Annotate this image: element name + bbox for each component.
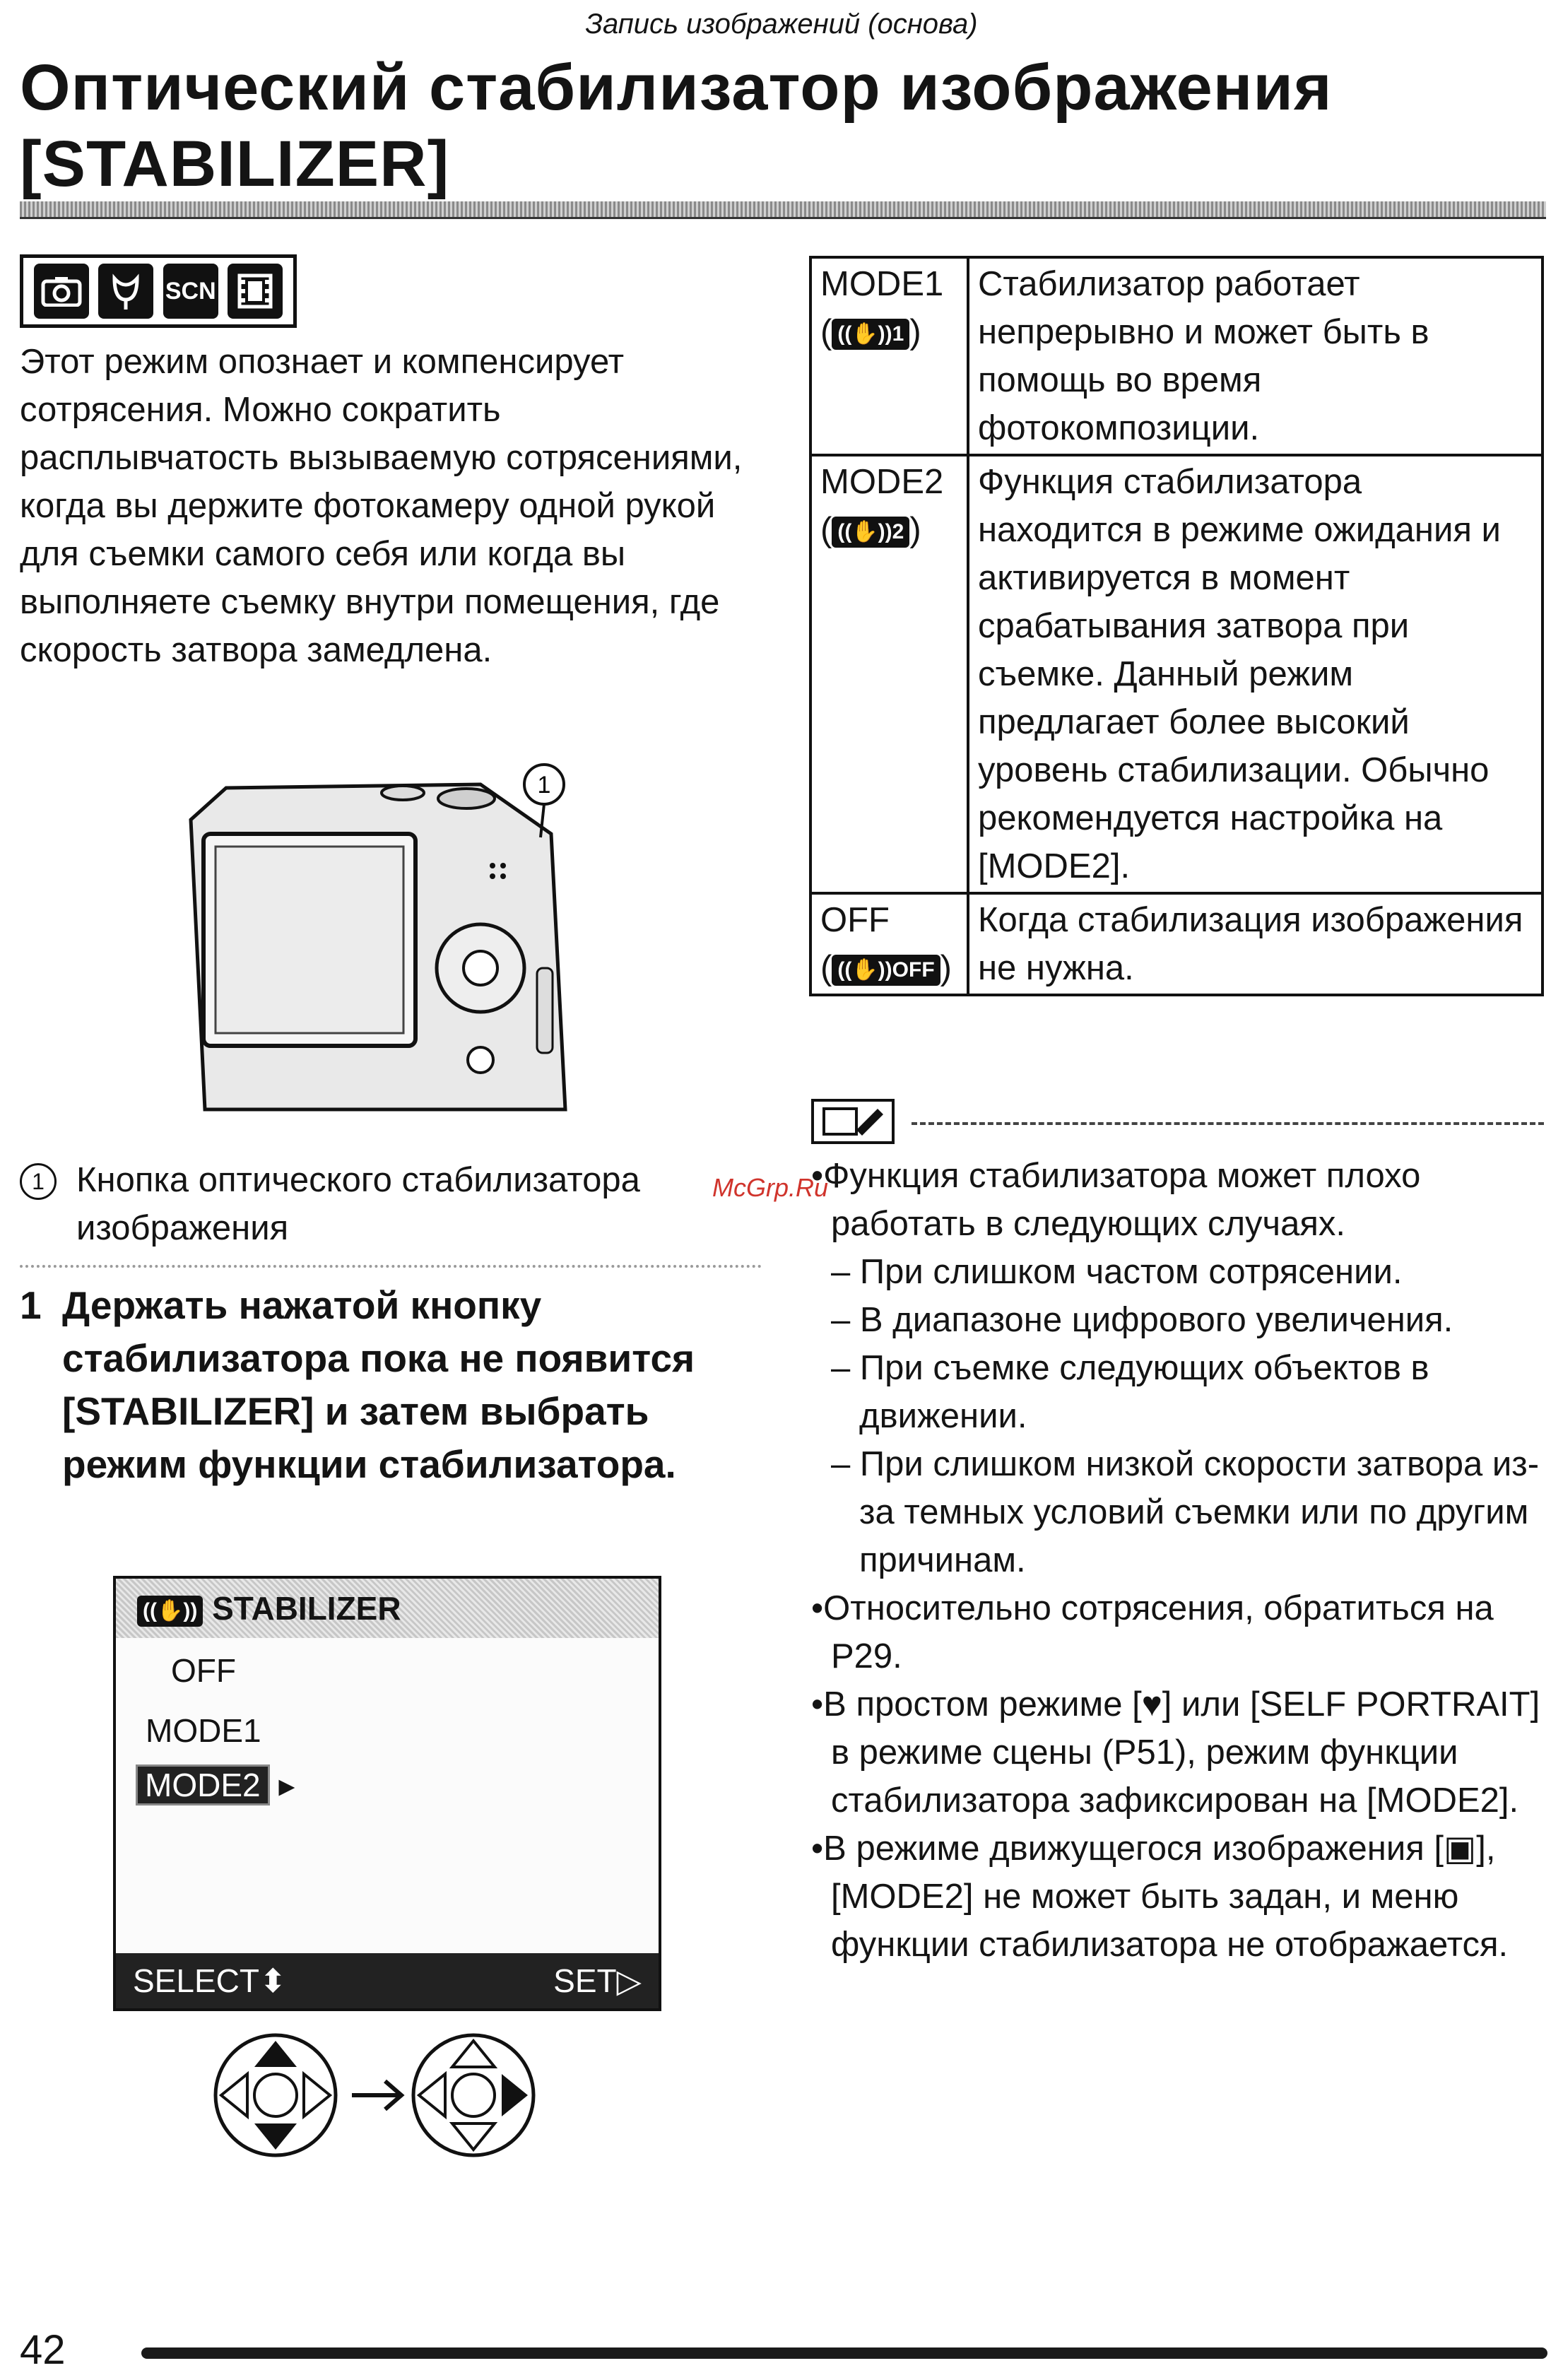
callout-number: 1: [20, 1163, 57, 1200]
scn-icon: [163, 264, 218, 319]
table-row: [810, 455, 1543, 893]
camera-illustration: [184, 756, 608, 1134]
step-text: Держать нажатой кнопку стабилизатора пока не появится [STABILIZER] и затем выбрать режим функции стабилизатора.: [62, 1283, 695, 1486]
dpad-right-icon: [413, 2035, 533, 2155]
bottom-rule: [141, 2347, 1547, 2359]
step-1: [20, 1279, 769, 1491]
stabilizer-hand-icon: ((✋)): [137, 1596, 203, 1627]
dpad-up-down-icon: [216, 2035, 336, 2155]
mode-table: [809, 256, 1544, 996]
page-title: [20, 49, 1333, 202]
right-triangle-icon: ▷: [616, 1962, 642, 1999]
intro-paragraph: Этот режим опознает и компенсирует сотрясения. Можно сократить расплывчатость вызываемую сотрясениями, когда вы держите фотокамеру одной рукой для съемки самого себя или когда вы выполняете съемку внутри помещения, где скорость затвора замедлена.: [20, 343, 743, 669]
note-subitem: – В диапазоне цифрового увеличения.: [831, 1301, 1453, 1339]
dpad-sequence: [212, 2028, 565, 2166]
right-arrow-icon: ▸: [278, 1767, 295, 1803]
scn-label: SCN: [165, 277, 216, 305]
lcd-header: [116, 1579, 659, 1638]
note-text-a: •В простом режиме [: [811, 1685, 1142, 1724]
callout-caption: [20, 1156, 769, 1252]
note-subitem: – При съемке следующих объектов в движении.: [831, 1349, 1429, 1435]
running-head: Запись изображений (основа): [585, 8, 978, 40]
note-text-b: ], [MODE2] не может быть задан, и меню функции стабилизатора не отображается.: [831, 1830, 1509, 1964]
lcd-item-mode1[interactable]: MODE1: [146, 1712, 261, 1749]
up-down-icon: ⬍: [259, 1962, 287, 1999]
note-item: •Относительно сотрясения, обратиться на P29.: [811, 1589, 1494, 1675]
note-text-a: •В режиме движущегося изображения [: [811, 1830, 1444, 1868]
page-number: 42: [20, 2327, 66, 2373]
lcd-menu-screen: [113, 1576, 661, 2011]
mode-key-cell: MODE1 ( ((✋))1 ): [810, 257, 968, 455]
film-icon: [228, 264, 283, 319]
mode-desc: Когда стабилизация изображения не нужна.: [968, 893, 1543, 995]
note-item: [811, 1680, 1553, 1825]
lcd-item-mode2[interactable]: [136, 1764, 295, 1806]
step-number: 1: [20, 1283, 42, 1327]
camera-callout-number: 1: [537, 772, 551, 799]
mode-icons: [20, 254, 297, 328]
lcd-item-mode2-label: MODE2: [136, 1765, 270, 1805]
notes: [811, 1152, 1553, 1969]
dotted-rule: [20, 1265, 762, 1268]
heart-icon: ♥: [1141, 1685, 1162, 1724]
mode-key: OFF: [820, 901, 890, 939]
mode-icon-sub: OFF: [892, 958, 935, 982]
note-subitem: – При слишком низкой скорости затвора из-за темных условий съемки или по другим причинам.: [831, 1445, 1540, 1579]
mode-icon-sub: 1: [892, 322, 904, 346]
note-icon: [811, 1099, 895, 1144]
callout-text: Кнопка оптического стабилизатора изображения: [76, 1161, 640, 1247]
note-text-b: ] или [SELF PORTRAIT] в режиме сцены (P51), режим функции стабилизатора зафиксирован на [MODE2].: [831, 1685, 1540, 1820]
note-divider: [912, 1122, 1544, 1125]
lcd-select-label: SELECT: [133, 1962, 259, 1999]
tulip-icon: [98, 264, 153, 319]
lcd-footer: [116, 1953, 659, 2008]
mode-desc: Функция стабилизатора находится в режиме ожидания и активируется в момент срабатывания затвора при съемке. Данный режим предлагает более высокий уровень стабилизации. Обычно рекомендуется настройка на [MODE2].: [968, 455, 1543, 893]
mode-desc: Стабилизатор работает непрерывно и может быть в помощь во время фотокомпозиции.: [968, 257, 1543, 455]
table-row: [810, 257, 1543, 455]
watermark: McGrp.Ru: [712, 1173, 829, 1202]
mode-icon-sub: 2: [892, 520, 904, 544]
stabilizer-mode2-icon: ((✋))2: [832, 517, 909, 548]
note-item: •Функция стабилизатора может плохо работать в следующих случаях.: [811, 1157, 1421, 1243]
arrow-right-icon: [352, 2081, 401, 2109]
title-line-2: [STABILIZER]: [20, 128, 450, 200]
note-subitem: – При слишком частом сотрясении.: [831, 1253, 1403, 1291]
note-item: [811, 1825, 1553, 1969]
film-icon: ▣: [1443, 1830, 1477, 1868]
lcd-header-label: STABILIZER: [212, 1590, 401, 1627]
stabilizer-mode1-icon: ((✋))1: [832, 319, 909, 350]
mode-key-cell: MODE2 ( ((✋))2 ): [810, 455, 968, 893]
mode-key: MODE1: [820, 265, 944, 303]
title-rule: [20, 201, 1546, 219]
stabilizer-off-icon: ((✋))OFF: [832, 955, 940, 986]
camera-icon: [34, 264, 89, 319]
lcd-item-off[interactable]: OFF: [171, 1652, 236, 1689]
mode-key: MODE2: [820, 463, 944, 501]
mode-key-cell: OFF ( ((✋))OFF ): [810, 893, 968, 995]
title-line-1: Оптический стабилизатор изображения: [20, 52, 1333, 124]
table-row: [810, 893, 1543, 995]
lcd-set-label: SET: [553, 1962, 617, 1999]
